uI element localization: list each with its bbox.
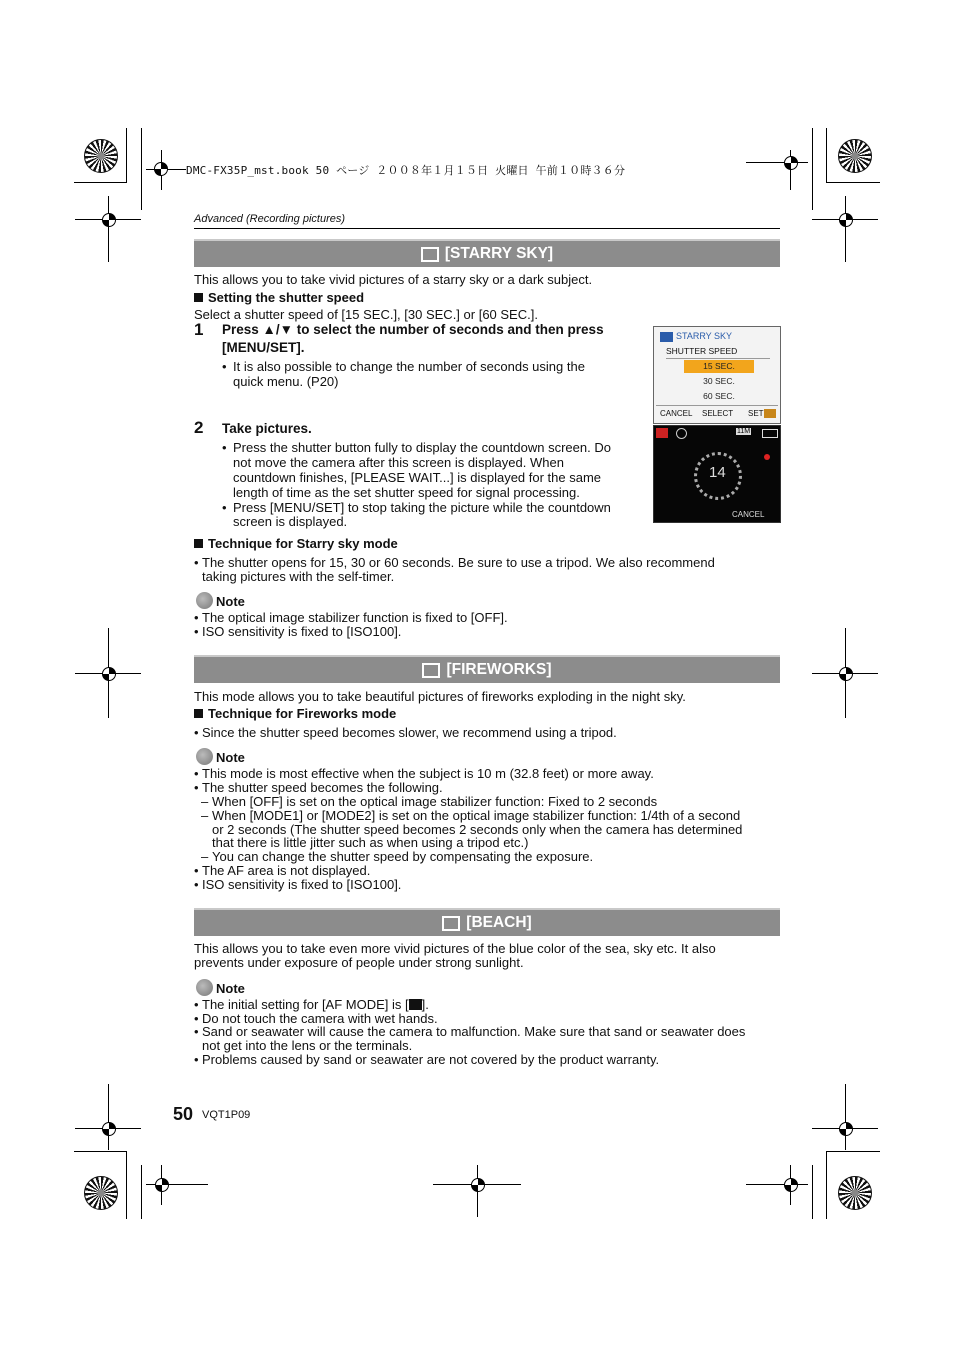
section-title: [BEACH]: [466, 914, 532, 931]
fireworks-note-heading: Note: [196, 748, 245, 765]
header-rule: [194, 228, 780, 229]
step2-b1-l1: Press the shutter button fully to display the countdown screen. Do: [233, 440, 611, 455]
countdown-number: 14: [709, 464, 726, 481]
menu-title: STARRY SKY: [676, 331, 733, 341]
fireworks-dash-3: You can change the shutter speed by compensating the exposure.: [212, 849, 594, 864]
section-title: [STARRY SKY]: [444, 245, 554, 262]
beach-note-1: The initial setting for [AF MODE] is [ ].: [202, 997, 429, 1012]
flash-icon: [676, 428, 687, 439]
menu-option-30[interactable]: 30 SEC.: [703, 376, 735, 386]
step1-bullet: •: [222, 359, 227, 374]
beach-note-2: Do not touch the camera with wet hands.: [202, 1011, 438, 1026]
fireworks-note-1: This mode is most effective when the subject is 10 m (32.8 feet) or more away.: [202, 766, 654, 781]
fireworks-dash-2-l3: that there is little jitter such as when using a tripod etc.): [212, 835, 529, 850]
starry-technique-l2: taking pictures with the self-timer.: [202, 569, 395, 584]
starry-sky-icon: [421, 247, 439, 262]
starry-technique-l1: The shutter opens for 15, 30 or 60 seconds. Be sure to use a tripod. We also recommend: [202, 555, 715, 570]
registration-target-icon: [84, 139, 118, 173]
step2-b2-l2: screen is displayed.: [233, 514, 348, 529]
step2-b1-l4: length of time as the set shutter speed for signal processing.: [233, 485, 580, 500]
fireworks-note-3: The AF area is not displayed.: [202, 863, 371, 878]
menu-option-60[interactable]: 60 SEC.: [703, 391, 735, 401]
note-icon: [196, 979, 213, 996]
fireworks-note-4: ISO sensitivity is fixed to [ISO100].: [202, 877, 402, 892]
battery-icon: [762, 429, 778, 438]
step1-bullet-l2: quick menu. (P20): [233, 374, 339, 389]
quality-badge: 11M: [737, 428, 751, 435]
beach-intro-l2: prevents under exposure of people under strong sunlight.: [194, 955, 524, 970]
step2-number: 2: [194, 418, 204, 437]
menu-set: SET: [748, 409, 764, 418]
registration-target-icon: [84, 1176, 118, 1210]
camera-countdown-screenshot: [653, 425, 781, 523]
fireworks-dash-2-l1: When [MODE1] or [MODE2] is set on the optical image stabilizer function: 1/4th of a second: [212, 808, 741, 823]
step2-title: Take pictures.: [222, 421, 312, 436]
page-number: 50: [173, 1104, 194, 1124]
registration-target-icon: [838, 139, 872, 173]
menu-select: SELECT: [702, 409, 734, 418]
fireworks-technique-heading: Technique for Fireworks mode: [194, 707, 396, 721]
step2-b2-l1: Press [MENU/SET] to stop taking the picture while the countdown: [233, 500, 611, 515]
section-bar-fireworks: [194, 655, 780, 683]
shutter-text: Select a shutter speed of [15 SEC.], [30 SEC.] or [60 SEC.].: [194, 307, 538, 322]
shutter-heading: Setting the shutter speed: [194, 291, 364, 305]
countdown-cancel: CANCEL: [732, 510, 765, 519]
beach-note-4: Problems caused by sand or seawater are not covered by the product warranty.: [202, 1052, 660, 1067]
camera-menu-screenshot: [653, 326, 781, 424]
step1-line2: [MENU/SET].: [222, 340, 305, 355]
section-title: [FIREWORKS]: [446, 661, 552, 678]
section-bar-starry-sky: [194, 239, 780, 267]
starry-note-1: The optical image stabilizer function is fixed to [OFF].: [202, 610, 508, 625]
starry-note-2: ISO sensitivity is fixed to [ISO100].: [202, 624, 402, 639]
section-bar-beach: [194, 908, 780, 936]
fireworks-dash-1: When [OFF] is set on the optical image stabilizer function: Fixed to 2 seconds: [212, 794, 658, 809]
menu-cancel: CANCEL: [660, 409, 693, 418]
fireworks-intro: This mode allows you to take beautiful pictures of fireworks exploding in the night sky.: [194, 689, 686, 704]
fireworks-technique-text: Since the shutter speed becomes slower, we recommend using a tripod.: [202, 725, 617, 740]
beach-note-heading: Note: [196, 979, 245, 996]
document-code: VQT1P09: [202, 1109, 251, 1121]
fireworks-dash-2-l2: or 2 seconds (The shutter speed becomes 2 seconds only when the camera has determined: [212, 822, 743, 837]
print-header: DMC-FX35P_mst.book 50 ページ ２００８年１月１５日 火曜日 午前１０時３６分: [186, 164, 626, 177]
starry-technique-heading: Technique for Starry sky mode: [194, 537, 398, 551]
step2-b1-l2: not move the camera after this screen is displayed. When: [233, 455, 564, 470]
beach-note-3-l1: Sand or seawater will cause the camera to malfunction. Make sure that sand or seawater does: [202, 1024, 746, 1039]
beach-intro-l1: This allows you to take even more vivid pictures of the blue color of the sea, sky etc. It also: [194, 941, 716, 956]
menu-label: SHUTTER SPEED: [666, 346, 738, 356]
rec-dot: [764, 454, 770, 460]
note-icon: [196, 748, 213, 765]
starry-note-heading: Note: [196, 592, 245, 609]
beach-icon: [442, 916, 460, 931]
fireworks-note-2: The shutter speed becomes the following.: [202, 780, 443, 795]
step1-number: 1: [194, 320, 204, 339]
beach-note-3-l2: not get into the lens or the terminals.: [202, 1038, 413, 1053]
note-icon: [196, 592, 213, 609]
step1-line1: Press ▲/▼ to select the number of seconds and then press: [222, 322, 604, 337]
menu-option-15[interactable]: 15 SEC.: [684, 360, 754, 373]
step2-b1-l3: countdown finishes, [PLEASE WAIT...] is displayed for the same: [233, 470, 602, 485]
face-detection-icon: [409, 999, 422, 1010]
starry-mode-icon: [656, 428, 668, 438]
running-head: Advanced (Recording pictures): [194, 213, 346, 225]
step1-bullet-l1: It is also possible to change the number of seconds using the: [233, 359, 585, 374]
starry-intro: This allows you to take vivid pictures of a starry sky or a dark subject.: [194, 272, 593, 287]
fireworks-icon: [422, 663, 440, 678]
registration-target-icon: [838, 1176, 872, 1210]
